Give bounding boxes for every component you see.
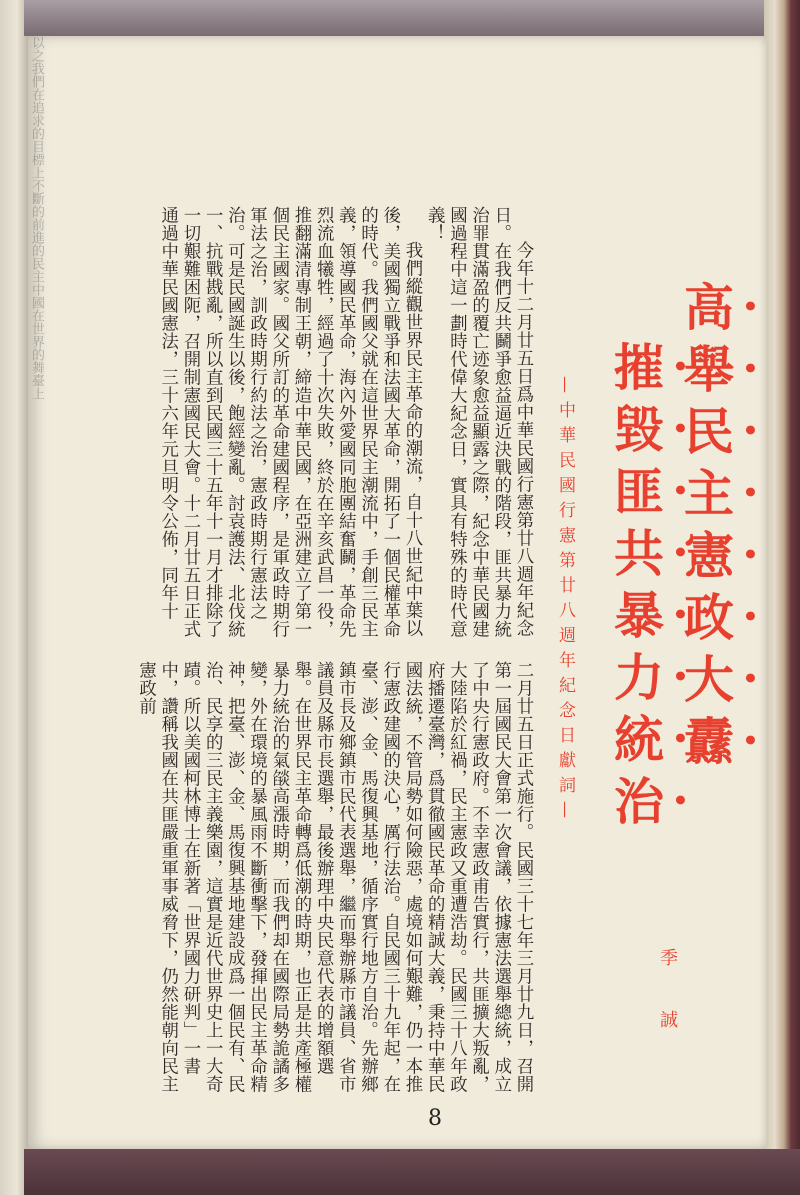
book-cover-bottom [24,1149,800,1195]
document-page [28,36,766,1149]
author-name: 季誠 [657,948,678,1072]
adjacent-page-bleed: 以之我們在追求的目標上不斷的前進的民主中國在世界的舞臺上 [29,36,44,400]
book-edge-left [0,0,30,1195]
page-number: 8 [428,1106,442,1131]
subtitle: —中華民國行憲第廿八週年紀念日獻詞— [555,376,575,826]
title-line-1: 高舉民主憲政大纛 [676,281,735,777]
paragraph: 我們縱觀世界民主革命的潮流，自十八世紀中葉以後，美國獨立戰爭和法國大革命，開拓了一個民權革命的時代。我們國父就在這世界民主潮流中，手創三民主義，領導國民革命，海內外愛國同胞團結奮鬭，革命先烈流血犧牲，經過了十次失敗，終於在辛亥武昌一役，推翻滿清專制王朝，締造中華民國，在亞洲建立了第一個民主國家。國父所訂的革命建國程序，是軍政時期行軍法之治，訓政時期行約法之治，憲政時期行憲法之治。可是民國誕生以後，飽經變亂。討袁護法、北伐統一、抗戰戡亂，所以直到民國三十五年十一月才排除了一切艱難困阨，召開制憲國民大會。十二月廿五日正式通過中華民國憲法，三十六年元旦明令公佈，同年十 [157,206,422,638]
title-line-2: 摧毀匪共暴力統治 [606,341,665,837]
body-text-bottom [126,661,534,1101]
book-cover-top [24,0,800,36]
book-cover-right [764,0,800,1195]
paragraph: 今年十二月廿五日爲中華民國行憲第廿八週年紀念日。在我們反共鬭爭愈益逼近決戰的階段，匪共暴力統治罪貫滿盈的覆亡迹象愈益顯露之際，紀念中華民國建國過程中這一劃時代偉大紀念日，實具有特殊的時代意義！ [424,206,533,638]
paragraph: 二月廿五日正式施行。民國三十七年三月廿九日，召開第一屆國民大會第一次會議，依據憲法選舉總統，成立了中央行憲政府。不幸憲政甫告實行，共匪擴大叛亂，大陸陷於紅禍，民主憲政又重遭浩劫。民國三十八年政府播遷臺灣，爲貫徹國民革命的精誠大義，秉持中華民國法統，不管局勢如何險惡，處境如何艱難，仍一本推行憲政建國的決心，厲行法治。自民國三十九年起，在臺、澎、金、馬復興基地，循序實行地方自治。先辦鄉鎮市長及鄉鎮市民代表選舉，繼而舉辦縣市議員、省市議員及縣市長選舉，最後辦理中央民意代表的增額選舉。在世界民主革命轉爲低潮的時期，也正是共產極權暴力統治的氣燄高漲時期，而我們却在國際局勢詭譎多變，外在環境的暴風雨不斷衝擊下，發揮出民主革命精神，把臺、澎、金、馬復興基地建設成爲一個民有、民治、民享的三民主義樂園，這實是近代世界史上一大奇蹟。所以美國柯林博士在新著「世界國力研判」一書中，讚稱我國在共匪嚴重軍事威脅下，仍然能朝向民主憲政前 [135,661,533,1093]
body-text-top [126,206,534,646]
